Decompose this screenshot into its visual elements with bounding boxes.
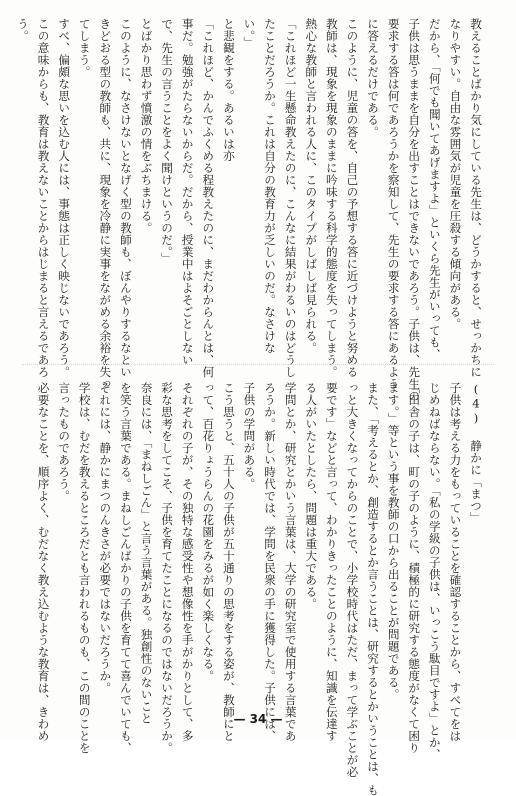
- lower-text-column-5: ます。」等という事を教師の口から出ることが問題である。: [386, 382, 401, 701]
- lower-text-column-10: 学問とか、研究とかいう言葉は、大学の研究室で使用する言葉であ: [283, 382, 298, 742]
- upper-text-column-3: だから、「何でも聞いてあげますよ」といくら先生がいっても、: [427, 18, 442, 361]
- lower-text-column-11: ろうか。新しい時代では、学問を民衆の手に獲得した。子供には、: [263, 382, 278, 742]
- upper-text-column-7: このように、児童の答を、自己の予想する答に近づけようと努める: [345, 18, 360, 378]
- upper-text-column-11: たことだろうか。これは自分の教育力が乏しいのだ。なさけな: [263, 18, 278, 354]
- upper-text-column-15: 事だ。勉強がたらないからだ。だから、授業中はよそごとしない: [180, 18, 195, 366]
- lower-text-column-19: それには、静かにまつのんきさが必要ではないだろうか。: [98, 382, 113, 694]
- lower-text-column-17: 奈良には、「まねしごん」と言う言葉がある。独創性のないこと: [139, 382, 154, 725]
- lower-text-column-16: 彩な思考をしてこそ、子供を育てたことになるのではないだろうか。: [160, 382, 175, 754]
- upper-text-column-18: このように、なさけないとなげく型の教師も、ぼんやりするなとい: [118, 18, 133, 378]
- lower-text-column-1: (4) 静かに「まつ」: [469, 382, 483, 524]
- upper-text-column-6: に答えるだけである。: [366, 18, 381, 138]
- lower-text-column-6: また、「考えるとか、創造するとか言うことは、研究するとかいうことは、も: [366, 382, 381, 796]
- lower-text-column-20: 学校は、むだを教えるところだとも言われるものも、この間のことを: [77, 382, 92, 754]
- upper-text-column-1: 教えることばかり気にしている先生は、どうかすると、せっかちに: [469, 18, 483, 378]
- lower-text-column-22: 必要なことを、順序よく、むだなく教え込むような教育は、きわめ: [36, 382, 51, 742]
- lower-text-column-9: る人がいたとしたら、問題は重大である。: [304, 382, 319, 610]
- lower-text-column-14: って、百花りょうらんの花園をみるが如く楽しくなる。: [201, 382, 216, 682]
- upper-text-column-16: で、先生の言うことをよく聞けというのだ。」: [160, 18, 175, 265]
- lower-text-column-8: 要です」などと言って、わかりきったことのように、知識を伝達す: [324, 382, 339, 742]
- lower-text-column-13: こう思うと、五十人の子供が五十通りの思考をする姿が、教師にと: [221, 382, 236, 742]
- lower-text-column-15: それぞれの子が、その独特な感受性や想像性を手がかりとして、多: [180, 382, 195, 742]
- lower-text-column-4: 「田舎の子は、町の子のように、積極的に研究する態度がなくて困り: [407, 382, 422, 754]
- lower-text-column-3: じめねばならない。「私の学級の子供は、いっこう駄目ですよ」とか、: [427, 382, 442, 761]
- lower-text-column-7: っと大きくなってからのことで、小学校時代はただ、まって学ぶことが必: [345, 382, 360, 778]
- upper-text-column-22: この意味からも、教育は教えないことからはじまると言えるであろ: [36, 18, 51, 378]
- upper-text-column-2: なりやすい。自由な雰囲気が児童を圧殺する傾向がある。: [448, 18, 463, 330]
- upper-text-column-13: と悲観をする。あるいは亦: [221, 18, 236, 162]
- upper-text-column-23: う。: [15, 18, 30, 42]
- upper-text-column-4: 子供は思うままを自分を出すことはできないであろう。子供は、先生の: [407, 18, 422, 402]
- upper-text-column-9: 熱心な教師と言われる人に、このタイプがしばしば見られる。: [304, 18, 319, 354]
- lower-text-column-12: 子供の学問がある。: [242, 382, 257, 490]
- lower-text-column-18: を笑う言葉である。まねしごんばかりの子供を育てて喜んでいても、: [118, 382, 133, 754]
- upper-text-column-17: とばかり思わず憤激の情をぶちまける。: [139, 18, 154, 234]
- upper-text-column-21: すべ、偏頗な思いを込む人には、事態は正しく映じないであろう。: [57, 18, 72, 378]
- lower-text-column-2: 子供は考える力をもっていることを確認することから、すべてをは: [448, 382, 463, 742]
- upper-text-column-8: 教師は、現象を現象のままに吟味する科学的態度を失ってしまう。: [324, 18, 339, 378]
- upper-text-block: [15, 18, 486, 402]
- upper-text-column-5: 要求する答は何であろうかを察知して、先生の要求する答にあるよう: [386, 18, 401, 390]
- upper-text-column-14: 「これほど、かんでふくめる程教えたのに、まだわからんとは、何: [201, 18, 216, 378]
- lower-text-column-21: 言ったものであろう。: [57, 382, 72, 502]
- upper-text-column-12: い。」: [242, 18, 257, 49]
- upper-text-column-10: 「これほど一生懸命教えたのに、こんなに結果がわるいのはどうし: [283, 18, 298, 378]
- page-number: — 34 —: [233, 712, 283, 726]
- upper-text-column-19: きどおる型の教師も、共に、現象を冷静に実事をながめる余裕を失っ: [98, 18, 113, 390]
- upper-text-column-20: てしまう。: [77, 18, 92, 78]
- section-divider: [22, 364, 494, 365]
